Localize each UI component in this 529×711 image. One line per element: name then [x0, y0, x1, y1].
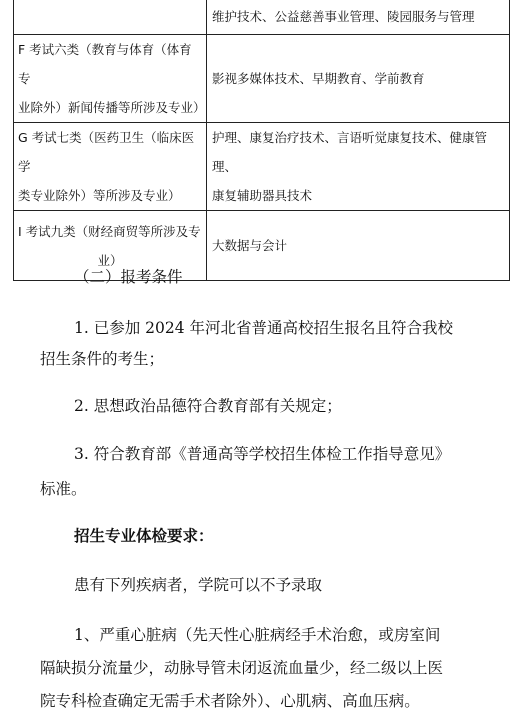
category-text: 类专业除外）等所涉及专业）	[18, 188, 181, 203]
category-text: 业除外）新闻传播等所涉及专业）	[18, 100, 206, 115]
category-text: 业）	[97, 252, 123, 268]
majors-text: 护理、康复治疗技术、言语听觉康复技术、健康管理、	[212, 130, 488, 174]
table-row	[14, 123, 510, 211]
section-heading: （二）报考条件	[74, 268, 183, 286]
condition-1-line-2: 招生条件的考生；	[40, 350, 165, 368]
category-text: F 考试六类（教育与体育（体育专	[18, 42, 192, 86]
category-cell	[14, 35, 207, 123]
category-cell	[14, 123, 207, 211]
health-item-1-line-2: 隔缺损分流量少，动脉导管未闭返流血量少，经二级以上医	[40, 659, 444, 677]
condition-2: 2. 思想政治品德符合教育部有关规定；	[74, 397, 342, 415]
majors-text: 维护技术、公益慈善事业管理、陵园服务与管理	[212, 9, 475, 24]
majors-text: 影视多媒体技术、早期教育、学前教育	[212, 71, 425, 86]
majors-text: 大数据与会计	[212, 238, 288, 253]
majors-text: 康复辅助器具技术	[212, 188, 313, 203]
major-category-table	[13, 0, 510, 281]
majors-cell	[207, 211, 510, 281]
majors-cell	[207, 0, 510, 35]
category-cell	[14, 0, 207, 35]
majors-cell	[207, 123, 510, 211]
table-row	[14, 35, 510, 123]
condition-1-line-1: 1. 已参加 2024 年河北省普通高校招生报名且符合我校	[74, 319, 454, 337]
table-row	[14, 0, 510, 35]
category-text: G 考试七类（医药卫生（临床医学	[18, 130, 195, 174]
condition-3-line-1: 3. 符合教育部《普通高等学校招生体检工作指导意见》	[74, 445, 451, 463]
health-item-1-line-1: 1、严重心脏病（先天性心脏病经手术治愈，或房室间	[74, 626, 441, 644]
majors-cell	[207, 35, 510, 123]
health-intro: 患有下列疾病者，学院可以不予录取	[74, 576, 323, 594]
category-text: I 考试九类（财经商贸等所涉及专	[18, 223, 201, 239]
health-requirements-heading: 招生专业体检要求：	[74, 527, 214, 545]
condition-3-line-2: 标准。	[40, 480, 87, 498]
health-item-1-line-3: 院专科检查确定无需手术者除外）、心肌病、高血压病。	[40, 692, 420, 710]
